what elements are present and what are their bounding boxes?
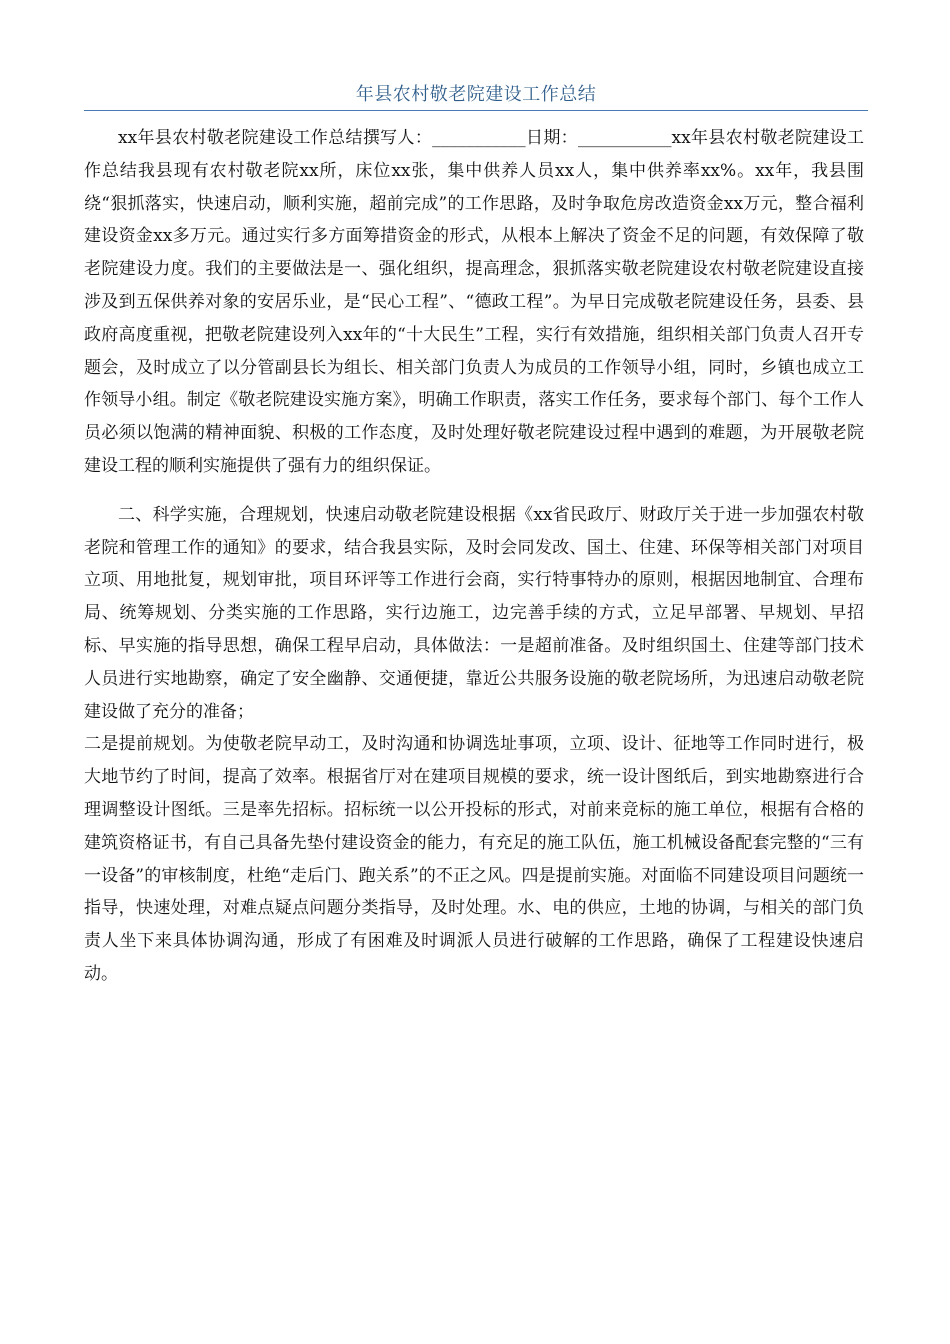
header-divider bbox=[84, 110, 868, 111]
document-title: 年县农村敬老院建设工作总结 bbox=[355, 84, 597, 105]
document-body bbox=[84, 122, 864, 991]
paragraph-1: xx年县农村敬老院建设工作总结撰写人：___________日期：___________xx年县农村敬老院建设工作总结我县现有农村敬老院xx所，床位xx张，集中供养人员xx人，集中供养率xx%。xx年，我县围绕“狠抓落实，快速启动，顺利实施，超前完成”的工作思路，及时争取危房改造资金xx万元，整合福利建设资金xx多万元。通过实行多方面筹措资金的形式，从根本上解决了资金不足的问题，有效保障了敬老院建设力度。我们的主要做法是一、强化组织，提高理念，狠抓落实敬老院建设农村敬老院建设直接涉及到五保供养对象的安居乐业，是“民心工程”、“德政工程”。为早日完成敬老院建设任务，县委、县政府高度重视，把敬老院建设列入xx年的“十大民生”工程，实行有效措施，组织相关部门负责人召开专题会，及时成立了以分管副县长为组长、相关部门负责人为成员的工作领导小组，同时，乡镇也成立工作领导小组。制定《敬老院建设实施方案》，明确工作职责，落实工作任务，要求每个部门、每个工作人员必须以饱满的精神面貌、积极的工作态度，及时处理好敬老院建设过程中遇到的难题，为开展敬老院建设工程的顺利实施提供了强有力的组织保证。 bbox=[84, 128, 864, 476]
paragraph-3: 二是提前规划。为使敬老院早动工，及时沟通和协调选址事项，立项、设计、征地等工作同时进行，极大地节约了时间，提高了效率。根据省厅对在建项目规模的要求，统一设计图纸后，到实地勘察进行合理调整设计图纸。三是率先招标。招标统一以公开投标的形式，对前来竞标的施工单位，根据有合格的建筑资格证书，有自己具备先垫付建设资金的能力，有充足的施工队伍，施工机械设备配套完整的“三有一设备”的审核制度，杜绝“走后门、跑关系”的不正之风。四是提前实施。对面临不同建设项目问题统一指导，快速处理，对难点疑点问题分类指导，及时处理。水、电的供应，土地的协调，与相关的部门负责人坐下来具体协调沟通，形成了有困难及时调派人员进行破解的工作思路，确保了工程建设快速启动。 bbox=[84, 734, 864, 984]
paragraph-2: 二、科学实施，合理规划，快速启动敬老院建设根据《xx省民政厅、财政厅关于进一步加强农村敬老院和管理工作的通知》的要求，结合我县实际，及时会同发改、国土、住建、环保等相关部门对项目立项、用地批复，规划审批，项目环评等工作进行会商，实行特事特办的原则，根据因地制宜、合理布局、统筹规划、分类实施的工作思路，实行边施工，边完善手续的方式，立足早部署、早规划、早招标、早实施的指导思想，确保工程早启动，具体做法：一是超前准备。及时组织国土、住建等部门技术人员进行实地勘察，确定了安全幽静、交通便捷，靠近公共服务设施的敬老院场所，为迅速启动敬老院建设做了充分的准备； bbox=[84, 504, 864, 722]
